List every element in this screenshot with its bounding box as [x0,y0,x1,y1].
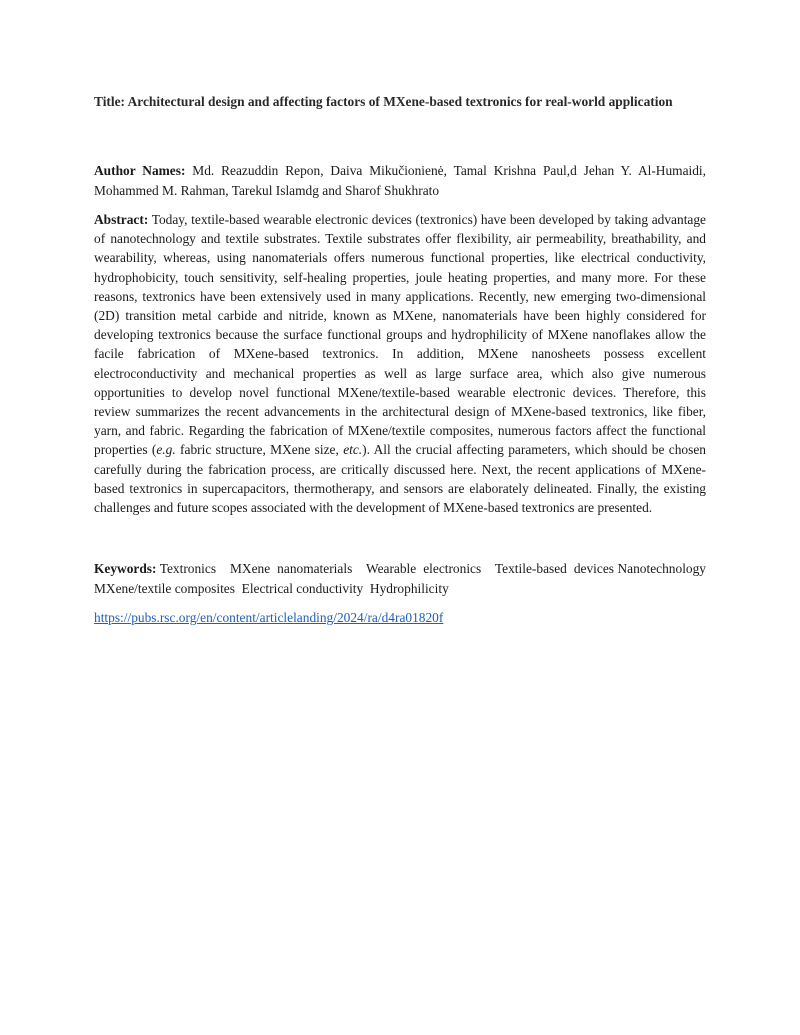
paper-title: Architectural design and affecting factors of MXene-based textronics for real-world application [127,94,673,109]
authors-paragraph [94,161,706,200]
abstract-paragraph [94,210,706,517]
keywords-paragraph [94,559,713,598]
abstract-text-part3: ). All the crucial affecting parameters, which should be chosen carefully during the fabrication process, are critically discussed here. Next, the recent applications of MXene-based textronics in supercapacitors, thermotherapy, and sensors are elaborately delineated. Finally, the existing challenges and future scopes associated with the development of MXene-based textronics are presented. [94,442,706,516]
title-label: Title: [94,94,125,109]
keywords-label: Keywords: [94,561,157,577]
document-page [94,92,713,627]
abstract-italic-etc: etc. [343,442,363,458]
keyword-list: Textronics MXene nanomaterials Wearable electronics Textile-based devices Nanotechnology MXene/textile composites Electrical conductivity Hydrophilicity [94,561,713,596]
authors-label: Author Names: [94,163,186,178]
abstract-text-part1: Today, textile-based wearable electronic devices (textronics) have been developed by taking advantage of nanotechnology and textile substrates. Textile substrates offer flexibility, air permeability, breathability, and wearability, whereas, using nanomaterials offers numerous functional properties, like electrical conductivity, hydrophobicity, touch sensitivity, self-healing properties, joule heating properties, and many more. For these reasons, textronics have been extensively used in many applications. Recently, new emerging two-dimensional (2D) transition metal carbide and nitride, known as MXene, nanomaterials have been highly considered for developing textronics because the surface functional groups and hydrophilicity of MXene nanoflakes allow the facile fabrication of MXene-based textronics. In addition, MXene nanosheets possess excellent electroconductivity and mechanical properties as well as large surface area, which also give numerous opportunities to develop novel functional MXene/textile-based wearable electronic devices. Therefore, this review summarizes the recent advancements in the architectural design of MXene-based textronics, like fiber, yarn, and fabric. Regarding the fabrication of MXene/textile composites, numerous factors affect the functional properties ( [94,212,706,458]
title-paragraph [94,92,706,111]
article-link-paragraph [94,608,706,627]
abstract-label: Abstract: [94,212,149,227]
author-list: Md. Reazuddin Repon, Daiva Mikučionienė, Tamal Krishna Paul,d Jehan Y. Al-Humaidi, Mohammed M. Rahman, Tarekul Islamdg and Sharof Shukhrato [94,163,707,198]
article-link[interactable]: https://pubs.rsc.org/en/content/articlelanding/2024/ra/d4ra01820f [94,610,444,626]
abstract-text-part2: fabric structure, MXene size, [175,442,344,458]
abstract-italic-eg: e.g. [156,442,176,458]
